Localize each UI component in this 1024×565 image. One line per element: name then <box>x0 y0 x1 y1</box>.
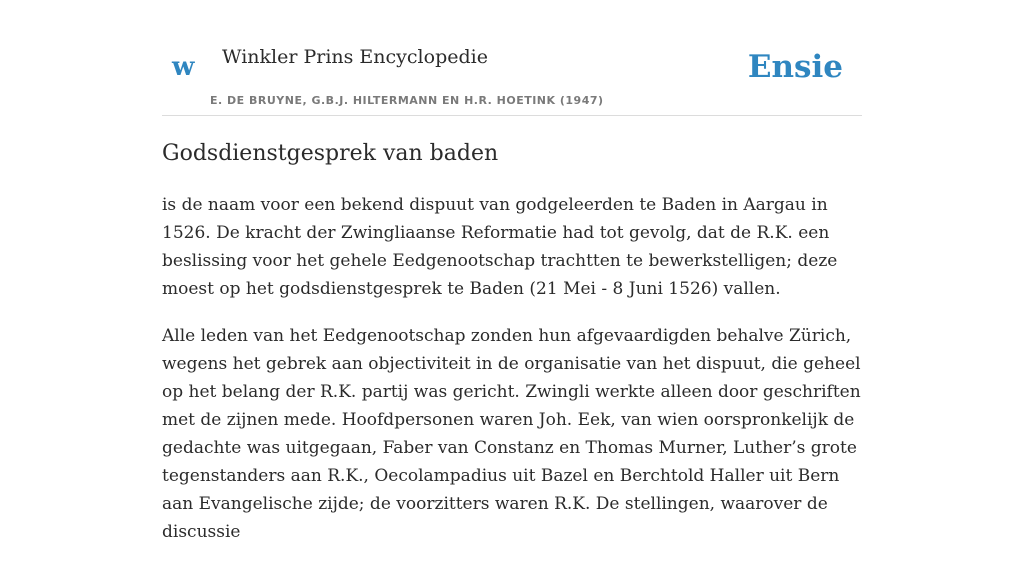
header-divider <box>162 115 862 116</box>
article-paragraph-2: Alle leden van het Eedgenootschap zonden hun afgevaardigden behalve Zürich, wegens het gebrek aan objectiviteit in de organisatie van het dispuut, die geheel op het belang der R.K. partij was gericht. Zwingli werkte alleen door geschriften met de zijnen mede. Hoofdpersonen waren Joh. Eek, van wien oorspronkelijk de gedachte was uitgegaan, Faber van Constanz en Thomas Murner, Luther’s grote tegenstanders aan R.K., Oecolampadius uit Bazel en Berchtold Haller uit Bern aan Evangelische zijde; de voorzitters waren R.K. De stellingen, waarover de discussie <box>162 325 861 542</box>
source-title-link[interactable]: Winkler Prins Encyclopedie <box>222 46 488 68</box>
ensie-brand-logo[interactable]: Ensie <box>747 49 843 85</box>
article-title: Godsdienstgesprek van baden <box>162 141 499 166</box>
source-authors: E. DE BRUYNE, G.B.J. HILTERMANN EN H.R. HOETINK (1947) <box>210 94 604 107</box>
encyclopedia-logo-icon[interactable]: w <box>172 52 195 82</box>
article-paragraph-1: is de naam voor een bekend dispuut van godgeleerden te Baden in Aargau in 1526. De kracht der Zwingliaanse Reformatie had tot gevolg, dat de R.K. een beslissing voor het gehele Eedgenootschap trachtten te bewerkstelligen; deze moest op het godsdienstgesprek te Baden (21 Mei - 8 Juni 1526) vallen. <box>162 194 838 299</box>
article-body <box>162 140 862 565</box>
